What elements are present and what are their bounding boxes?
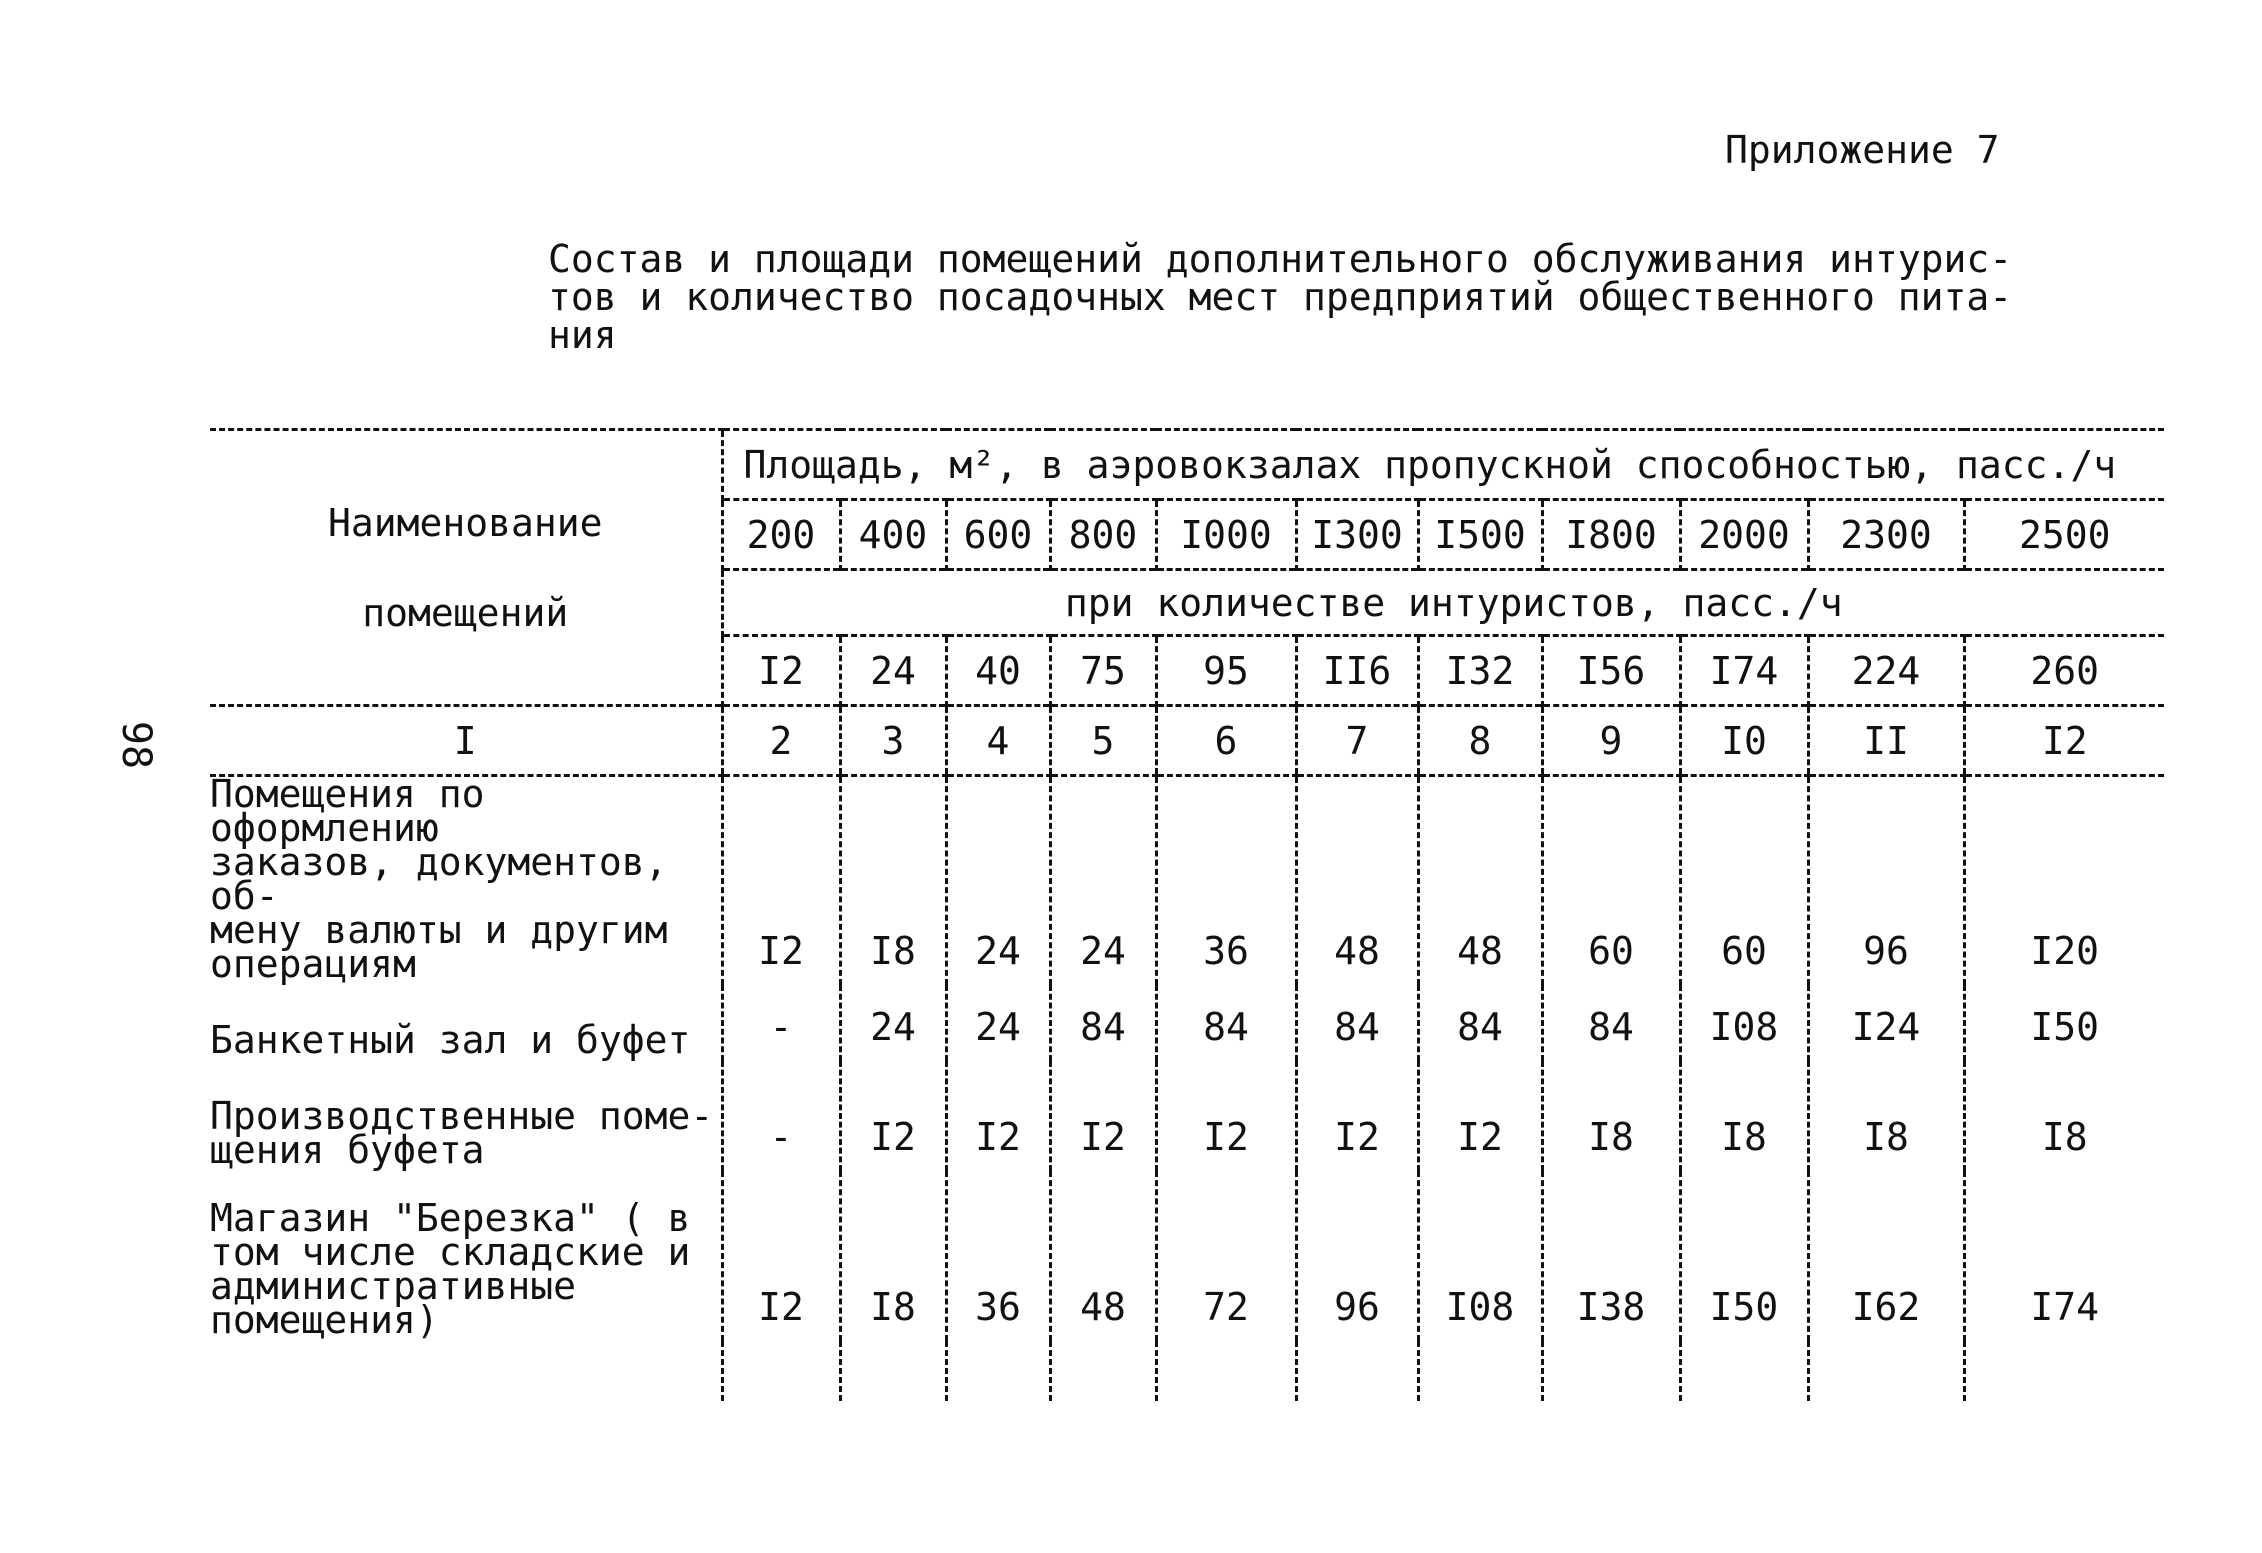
row-name-line: операциям	[210, 942, 416, 986]
value-cell: 96	[1808, 776, 1964, 986]
column-number: 2	[722, 706, 840, 776]
column-number: II	[1808, 706, 1964, 776]
rooms-area-table	[210, 428, 2164, 1401]
value-cell: I2	[1050, 1061, 1156, 1171]
capacity-cell: 2000	[1680, 500, 1808, 570]
name-column-header	[210, 430, 722, 706]
value-cell: I2	[1156, 1061, 1296, 1171]
tourists-cell: 40	[946, 636, 1050, 706]
value-cell: I2	[1418, 1061, 1542, 1171]
row-name-line: щения буфета	[210, 1128, 485, 1172]
value-cell: I8	[1964, 1061, 2164, 1171]
column-number: 9	[1542, 706, 1680, 776]
column-number: I	[210, 706, 722, 776]
column-number: 8	[1418, 706, 1542, 776]
value-cell: 48	[1296, 776, 1418, 986]
tail-cell	[1050, 1341, 1156, 1401]
value-cell: I2	[946, 1061, 1050, 1171]
value-cell: 84	[1418, 985, 1542, 1061]
value-cell: 24	[1050, 776, 1156, 986]
row-name-line: административные	[210, 1264, 577, 1308]
value-cell: I38	[1542, 1171, 1680, 1341]
row-name	[210, 1171, 722, 1341]
value-cell: I2	[722, 1171, 840, 1341]
row-name-line: Банкетный зал и буфет	[210, 1018, 691, 1062]
value-cell: 84	[1542, 985, 1680, 1061]
tourists-cell: 224	[1808, 636, 1964, 706]
name-header-line: помещений	[362, 590, 569, 635]
side-page-number: 98	[113, 720, 160, 770]
value-cell: 24	[840, 985, 946, 1061]
value-cell: I50	[1964, 985, 2164, 1061]
row-name	[210, 1061, 722, 1171]
tourists-cell: 24	[840, 636, 946, 706]
value-cell: 24	[946, 985, 1050, 1061]
tail-cell	[1680, 1341, 1808, 1401]
value-cell: 24	[946, 776, 1050, 986]
tourists-cell: I56	[1542, 636, 1680, 706]
column-number: 3	[840, 706, 946, 776]
row-name-line: Производственные поме-	[210, 1094, 714, 1138]
tourists-cell: I32	[1418, 636, 1542, 706]
tourists-cell: 95	[1156, 636, 1296, 706]
value-cell: I74	[1964, 1171, 2164, 1341]
row-name-line: мену валюты и другим	[210, 908, 668, 952]
tail-cell	[1542, 1341, 1680, 1401]
value-cell: I20	[1964, 776, 2164, 986]
document-title	[548, 237, 2013, 357]
value-cell: 60	[1542, 776, 1680, 986]
capacity-cell: I500	[1418, 500, 1542, 570]
table-tail	[210, 1341, 2164, 1401]
table-row	[210, 985, 2164, 1061]
tail-cell	[210, 1341, 722, 1401]
tourists-cell: I74	[1680, 636, 1808, 706]
title-line: ния	[548, 313, 617, 357]
title-line: тов и количество посадочных мест предприятий общественного пита-	[548, 275, 2013, 319]
value-cell: 72	[1156, 1171, 1296, 1341]
capacity-cell: 200	[722, 500, 840, 570]
value-cell: I8	[1542, 1061, 1680, 1171]
value-cell: 60	[1680, 776, 1808, 986]
tail-cell	[722, 1341, 840, 1401]
tail-cell	[840, 1341, 946, 1401]
tourists-cell: 75	[1050, 636, 1156, 706]
value-cell: I08	[1418, 1171, 1542, 1341]
value-cell: -	[722, 1061, 840, 1171]
tail-cell	[1418, 1341, 1542, 1401]
tourists-header: при количестве интуристов, пасс./ч	[722, 570, 2164, 636]
capacity-cell: 2500	[1964, 500, 2164, 570]
value-cell: 84	[1296, 985, 1418, 1061]
tail-cell	[1296, 1341, 1418, 1401]
capacity-cell: I300	[1296, 500, 1418, 570]
value-cell: I8	[840, 776, 946, 986]
value-cell: 84	[1156, 985, 1296, 1061]
table-row	[210, 1171, 2164, 1341]
capacity-cell: I000	[1156, 500, 1296, 570]
value-cell: I2	[722, 776, 840, 986]
value-cell: 96	[1296, 1171, 1418, 1341]
value-cell: 36	[946, 1171, 1050, 1341]
tourists-cell: I2	[722, 636, 840, 706]
value-cell: 48	[1050, 1171, 1156, 1341]
value-cell: -	[722, 985, 840, 1061]
row-name-line: Магазин "Березка" ( в	[210, 1196, 691, 1240]
value-cell: I8	[840, 1171, 946, 1341]
tail-cell	[1964, 1341, 2164, 1401]
column-number: 4	[946, 706, 1050, 776]
value-cell: 84	[1050, 985, 1156, 1061]
column-number: 5	[1050, 706, 1156, 776]
value-cell: 36	[1156, 776, 1296, 986]
tourists-cell: 260	[1964, 636, 2164, 706]
row-name-line: Помещения по оформлению	[210, 772, 485, 850]
value-cell: I24	[1808, 985, 1964, 1061]
tourists-cell: II6	[1296, 636, 1418, 706]
capacity-cell: 600	[946, 500, 1050, 570]
tail-cell	[1808, 1341, 1964, 1401]
value-cell: I2	[840, 1061, 946, 1171]
name-header-line: Наименование	[327, 500, 603, 545]
appendix-label: Приложение 7	[1725, 128, 2000, 172]
row-name-line: том числе складские и	[210, 1230, 691, 1274]
area-header: Площадь, м², в аэровокзалах пропускной способностью, пасс./ч	[722, 430, 2164, 500]
value-cell: I8	[1680, 1061, 1808, 1171]
column-number: 6	[1156, 706, 1296, 776]
value-cell: I50	[1680, 1171, 1808, 1341]
capacity-cell: 400	[840, 500, 946, 570]
value-cell: I2	[1296, 1061, 1418, 1171]
table-row	[210, 776, 2164, 986]
capacity-cell: 2300	[1808, 500, 1964, 570]
value-cell: I08	[1680, 985, 1808, 1061]
title-line: Состав и площади помещений дополнительного обслуживания интурис-	[548, 237, 2013, 281]
row-name	[210, 772, 722, 986]
capacity-cell: 800	[1050, 500, 1156, 570]
row-name-line: помещения)	[210, 1298, 439, 1342]
column-number: 7	[1296, 706, 1418, 776]
row-name	[210, 985, 722, 1061]
value-cell: 48	[1418, 776, 1542, 986]
tail-cell	[1156, 1341, 1296, 1401]
capacity-cell: I800	[1542, 500, 1680, 570]
row-name-line: заказов, документов, об-	[210, 840, 668, 918]
tail-cell	[946, 1341, 1050, 1401]
value-cell: I62	[1808, 1171, 1964, 1341]
column-number: I2	[1964, 706, 2164, 776]
value-cell: I8	[1808, 1061, 1964, 1171]
column-number: I0	[1680, 706, 1808, 776]
table-row	[210, 1061, 2164, 1171]
